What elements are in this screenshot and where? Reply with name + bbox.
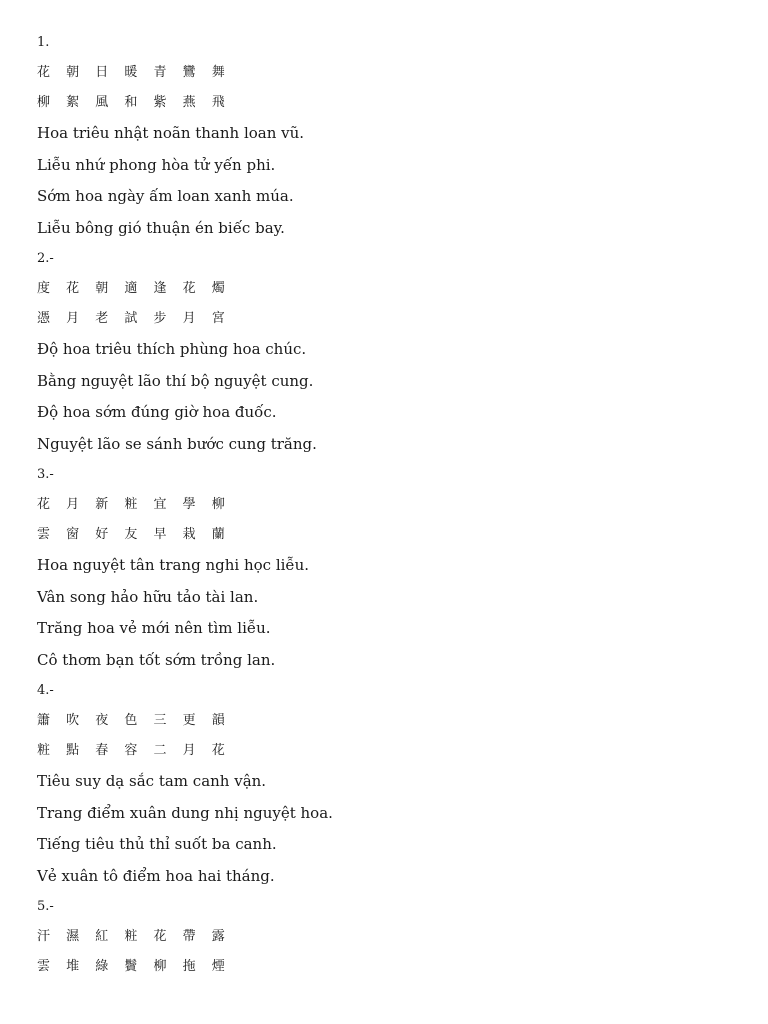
han-line: 雲 窗 好 友 早 栽 蘭 (37, 527, 231, 542)
han-line: 憑 月 老 試 步 月 宮 (37, 311, 231, 326)
transliteration-line: Hoa triêu nhật noãn thanh loan vũ. (37, 124, 305, 142)
han-line: 粧 點 春 容 二 月 花 (37, 743, 231, 758)
han-line: 花 朝 日 暖 青 鸞 舞 (37, 65, 231, 80)
translation-line: Cô thơm bạn tốt sớm trồng lan. (37, 650, 276, 669)
translation-line: Vẻ xuân tô điểm hoa hai tháng. (37, 866, 275, 885)
transliteration-line: Vân song hảo hữu tảo tài lan. (37, 587, 259, 606)
document-page (37, 30, 737, 984)
transliteration-line: Độ hoa triêu thích phùng hoa chúc. (37, 340, 307, 358)
stanza-5 (37, 894, 737, 980)
translation-line: Độ hoa sớm đúng giờ hoa đuốc. (37, 403, 277, 421)
stanza-3 (37, 462, 737, 674)
translation-line: Nguyệt lão se sánh bước cung trăng. (37, 434, 317, 453)
stanza-number: 2.- (37, 251, 54, 266)
transliteration-line: Tiêu suy dạ sắc tam canh vận. (37, 772, 267, 790)
stanza-number: 5.- (37, 899, 54, 914)
han-line: 柳 絮 風 和 紫 燕 飛 (37, 95, 231, 110)
stanza-number: 1. (37, 35, 50, 50)
han-line: 雲 堆 綠 鬢 柳 拖 煙 (37, 959, 231, 974)
stanza-number: 4.- (37, 683, 54, 698)
han-line: 簫 吹 夜 色 三 更 韻 (37, 713, 231, 728)
transliteration-line: Trang điểm xuân dung nhị nguyệt hoa. (37, 803, 333, 822)
han-line: 花 月 新 粧 宜 學 柳 (37, 497, 231, 512)
stanza-1 (37, 30, 737, 242)
transliteration-line: Liễu nhứ phong hòa tử yến phi. (37, 155, 276, 174)
han-line: 度 花 朝 適 逢 花 燭 (37, 281, 231, 296)
translation-line: Liễu bông gió thuận én biếc bay. (37, 218, 285, 237)
stanza-number: 3.- (37, 467, 54, 482)
han-line: 汗 濕 紅 粧 花 帶 露 (37, 929, 231, 944)
transliteration-line: Hoa nguyệt tân trang nghi học liễu. (37, 556, 310, 574)
translation-line: Tiếng tiêu thủ thỉ suốt ba canh. (37, 835, 277, 853)
translation-line: Trăng hoa vẻ mới nên tìm liễu. (37, 619, 271, 637)
stanza-2 (37, 246, 737, 458)
stanza-4 (37, 678, 737, 890)
translation-line: Sớm hoa ngày ấm loan xanh múa. (37, 187, 294, 205)
transliteration-line: Bằng nguyệt lão thí bộ nguyệt cung. (37, 371, 314, 390)
